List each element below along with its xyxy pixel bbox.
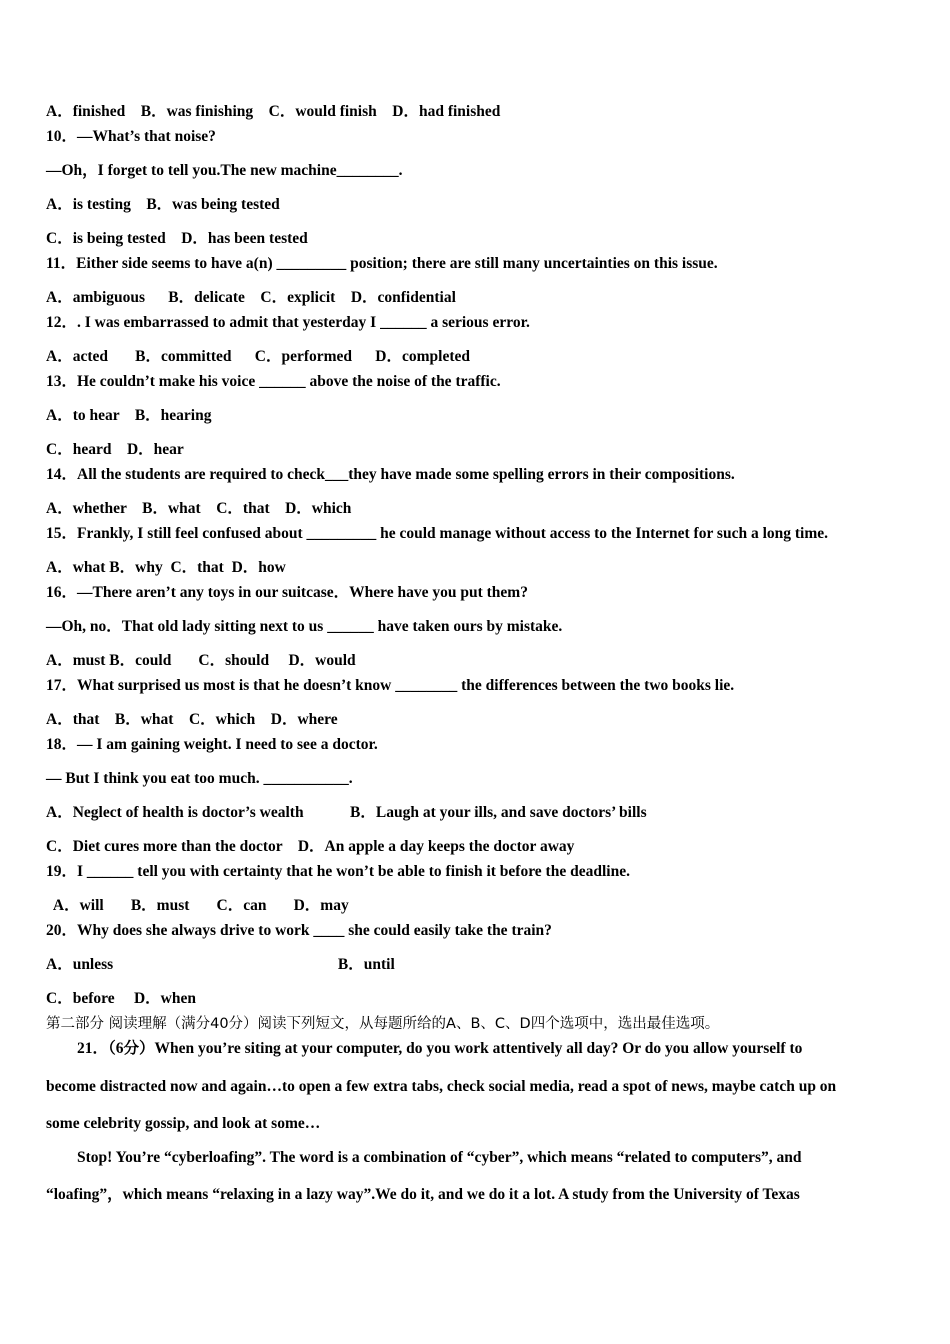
passage-line-3: some celebrity gossip, and look at some… xyxy=(46,1115,321,1132)
q18-dialogue: — But I think you eat too much. ___________. xyxy=(46,770,353,787)
passage-line-5: “loafing”，which means “relaxing in a lazy way”.We do it, and we do it a lot. A study from the University of Texas xyxy=(46,1186,800,1203)
section-two-heading: 第二部分 阅读理解（满分40分）阅读下列短文，从每题所给的A、B、C、D四个选项中，选出最佳选项。 xyxy=(46,1016,720,1032)
q18-stem: 18．— I am gaining weight. I need to see a doctor. xyxy=(46,736,378,753)
q11-options: A．ambiguous B．delicate C．explicit D．confidential xyxy=(46,289,456,306)
q13-stem: 13．He couldn’t make his voice ______ above the noise of the traffic. xyxy=(46,373,501,390)
q14-options: A．whether B．what C．that D．which xyxy=(46,500,352,517)
q17-stem: 17．What surprised us most is that he doesn’t know ________ the differences between the two books lie. xyxy=(46,677,735,694)
q18-options-ab: A．Neglect of health is doctor’s wealth B．Laugh at your ills, and save doctors’ bills xyxy=(46,804,647,821)
q11-stem: 11．Either side seems to have a(n) _________ position; there are still many uncertainties on this issue. xyxy=(46,255,718,272)
q20-stem: 20．Why does she always drive to work ____ she could easily take the train? xyxy=(46,922,552,939)
q20-options-ab: A．unless B．until xyxy=(46,956,395,973)
passage-line-4: Stop! You’re “cyberloafing”. The word is a combination of “cyber”, which means “related to computers”, and xyxy=(46,1149,802,1166)
q12-stem: 12．. I was embarrassed to admit that yesterday I ______ a serious error. xyxy=(46,314,530,331)
q10-options-cd: C．is being tested D．has been tested xyxy=(46,230,308,247)
q16-dialogue: —Oh, no．That old lady sitting next to us ______ have taken ours by mistake. xyxy=(46,618,563,635)
q12-options: A．acted B．committed C．performed D．completed xyxy=(46,348,471,365)
q19-stem: 19．I ______ tell you with certainty that he won’t be able to finish it before the deadline. xyxy=(46,863,630,880)
q15-stem: 15．Frankly, I still feel confused about _________ he could manage without access to the Internet for such a long time. xyxy=(46,525,829,542)
q10-stem: 10．—What’s that noise? xyxy=(46,128,216,145)
q13-options-cd: C．heard D．hear xyxy=(46,441,184,458)
q19-options: A．will B．must C．can D．may xyxy=(46,897,349,914)
q10-dialogue: —Oh，I forget to tell you.The new machine________. xyxy=(46,162,403,179)
passage-line-1: 21．（6分）When you’re siting at your computer, do you work attentively all day? Or do you allow yourself to xyxy=(46,1040,803,1057)
q13-options-ab: A．to hear B．hearing xyxy=(46,407,212,424)
q16-stem: 16．—There aren’t any toys in our suitcase．Where have you put them? xyxy=(46,584,528,601)
q9-options: A．finished B．was finishing C．would finish D．had finished xyxy=(46,103,501,120)
q10-options-ab: A．is testing B．was being tested xyxy=(46,196,280,213)
q17-options: A．that B．what C．which D．where xyxy=(46,711,338,728)
passage-line-2: become distracted now and again…to open a few extra tabs, check social media, read a spot of news, maybe catch up on xyxy=(46,1078,837,1095)
q16-options: A．must B．could C．should D．would xyxy=(46,652,356,669)
q20-options-cd: C．before D．when xyxy=(46,990,196,1007)
q15-options: A．what B．why C．that D．how xyxy=(46,559,286,576)
q14-stem: 14．All the students are required to check___they have made some spelling errors in their compositions. xyxy=(46,466,735,483)
q18-options-cd: C．Diet cures more than the doctor D．An apple a day keeps the doctor away xyxy=(46,838,575,855)
